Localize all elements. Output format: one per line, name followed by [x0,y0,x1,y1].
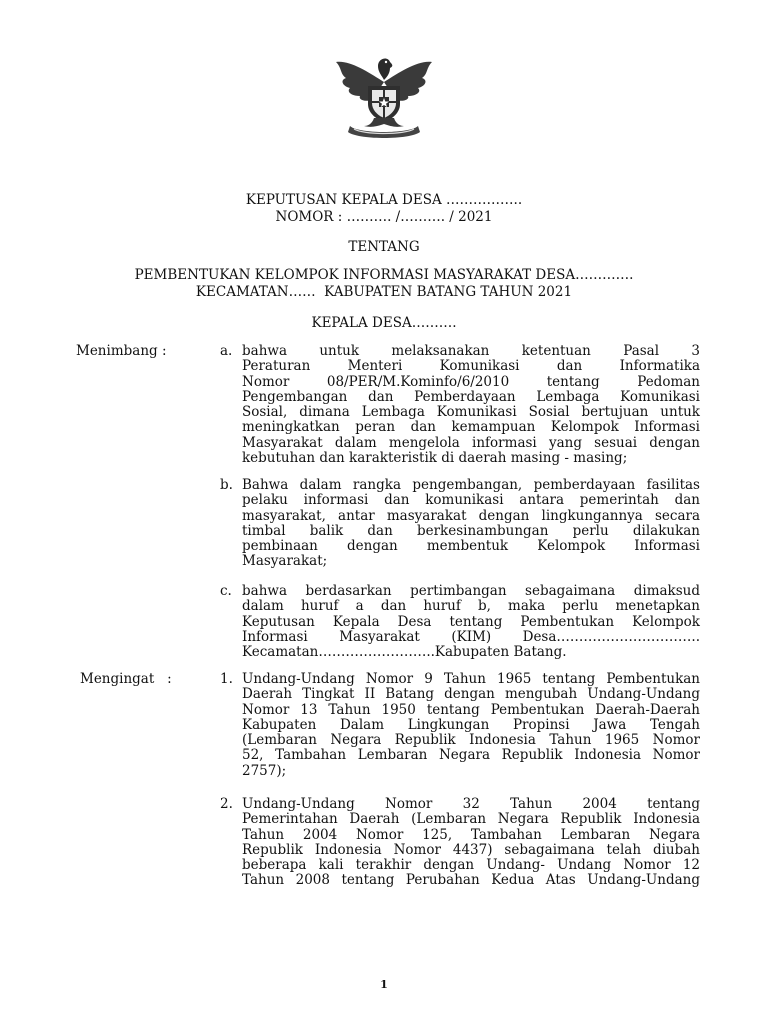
text-line: bahwa berdasarkan pertimbangan sebagaimana dimaksud [242,583,700,599]
text-line: Undang-Undang Nomor 9 Tahun 1965 tentang Pembentukan [242,671,700,687]
text-line: Masyarakat; [242,553,328,570]
text-line: pembinaan dengan membentuk Kelompok Informasi [242,538,700,555]
subject-line-2: KECAMATAN…… KABUPATEN BATANG TAHUN 2021 [195,284,573,300]
mengingat-label: Mengingat : [80,671,172,687]
item-marker: 1. [220,671,233,687]
text-line: Kabupaten Dalam Lingkungan Propinsi Jawa Tengah [242,716,700,733]
mengingat-item-2 [242,797,700,889]
text-line: Sosial, dimana Lembaga Komunikasi Sosial bertujuan untuk [242,404,700,421]
text-line: dalam huruf a dan huruf b, maka perlu menetapkan [242,598,700,615]
menimbang-item-b [242,478,700,570]
garuda-emblem-icon [328,52,440,140]
item-marker: a. [220,343,233,359]
item-marker: b. [220,477,233,493]
text-line: Daerah Tingkat II Batang dengan mengubah Undang-Undang [242,686,700,703]
decree-title: KEPUTUSAN KEPALA DESA …………….. [245,192,523,208]
decree-number: NOMOR : ………. /………. / 2021 [275,209,493,225]
text-line: pelaku informasi dan komunikasi antara pemerintah dan [242,492,700,509]
text-line: kebutuhan dan karakteristik di daerah masing - masing; [242,450,628,467]
text-line: Tahun 2008 tentang Perubahan Kedua Atas Undang-Undang [242,872,700,889]
mengingat-item-1 [242,672,700,779]
menimbang-item-a [242,344,700,466]
text-line: Keputusan Kepala Desa tentang Pembentukan Kelompok [242,613,700,630]
page-number: 1 [380,978,388,991]
text-line: Masyarakat dalam mengelola informasi yang sesuai dengan [242,434,700,451]
subject-line-1: PEMBENTUKAN KELOMPOK INFORMASI MASYARAKAT DESA…………. [134,267,634,283]
official-title: KEPALA DESA………. [311,315,457,331]
item-marker: c. [220,583,232,599]
text-line: beberapa kali terakhir dengan Undang- Undang Nomor 12 [242,857,700,874]
text-line: meningkatkan peran dan kemampuan Kelompok Informasi [242,419,700,436]
text-line: 2757); [242,762,287,779]
menimbang-label: Menimbang : [76,343,167,359]
text-line: bahwa untuk melaksanakan ketentuan Pasal 3 [242,343,700,359]
text-line: Peraturan Menteri Komunikasi dan Informatika [242,358,700,375]
text-line: Kecamatan……………………..Kabupaten Batang. [242,644,567,661]
tentang-heading: TENTANG [348,239,420,255]
text-line: Informasi Masyarakat (KIM) Desa………………………….. [242,628,700,645]
text-line: Tahun 2004 Nomor 125, Tambahan Lembaran Negara [242,826,700,843]
text-line: Undang-Undang Nomor 32 Tahun 2004 tentang [242,796,700,812]
text-line: masyarakat, antar masyarakat dengan lingkungannya secara [242,507,700,524]
text-line: (Lembaran Negara Republik Indonesia Tahun 1965 Nomor [242,732,700,749]
text-line: timbal balik dan berkesinambungan perlu dilakukan [242,522,700,539]
text-line: Nomor 08/PER/M.Kominfo/6/2010 tentang Pedoman [242,373,700,390]
menimbang-item-c [242,584,700,660]
text-line: Bahwa dalam rangka pengembangan, pemberdayaan fasilitas [242,477,700,493]
text-line: Pengembangan dan Pemberdayaan Lembaga Komunikasi [242,388,700,405]
text-line: 52, Tambahan Lembaran Negara Republik Indonesia Nomor [242,747,700,764]
text-line: Republik Indonesia Nomor 4437) sebagaimana telah diubah [242,841,700,858]
text-line: Nomor 13 Tahun 1950 tentang Pembentukan Daerah-Daerah [242,701,700,718]
text-line: Pemerintahan Daerah (Lembaran Negara Republik Indonesia [242,811,700,828]
item-marker: 2. [220,796,233,812]
